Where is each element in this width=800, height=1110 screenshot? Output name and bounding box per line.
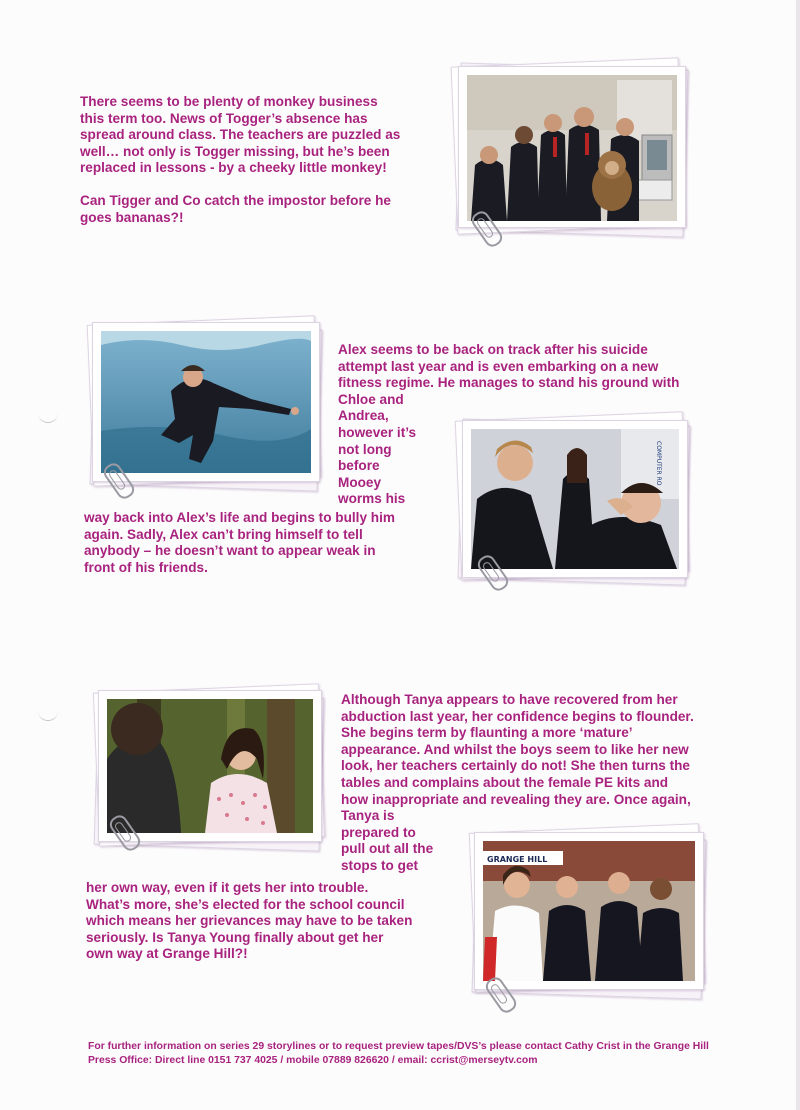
story-line: appearance. And whilst the boys seem to like her new bbox=[341, 741, 689, 757]
story-monkey-text bbox=[80, 94, 430, 226]
photo-stack-underwater bbox=[88, 316, 328, 496]
contact-footer bbox=[88, 1040, 748, 1068]
story-line: how inappropriate and revealing they are. Once again, bbox=[341, 791, 691, 807]
story-line: tables and complains about the female PE kits and bbox=[341, 774, 669, 790]
story-line: Andrea, bbox=[338, 408, 389, 424]
story-line: pull out all the bbox=[341, 841, 434, 857]
photo-stack-bully bbox=[456, 414, 696, 590]
story-line: spread around class. The teachers are puzzled as bbox=[80, 127, 401, 143]
story-line: own way at Grange Hill?! bbox=[86, 946, 248, 962]
footer-line: Press Office: Direct line 0151 737 4025 / mobile 07889 826620 / email: ccrist@merseytv.com bbox=[88, 1055, 538, 1066]
story-line: She begins term by flaunting a more ‘mature’ bbox=[341, 725, 633, 741]
story-line: her own way, even if it gets her into trouble. bbox=[86, 880, 369, 895]
story-line: way back into Alex’s life and begins to bully him bbox=[84, 510, 395, 525]
story-line: goes bananas?! bbox=[80, 209, 184, 225]
story-line: front of his friends. bbox=[84, 559, 208, 575]
story-line: stops to get bbox=[341, 857, 419, 873]
classroom-monkey-photo bbox=[467, 75, 677, 221]
story-line: Tanya is bbox=[341, 808, 395, 824]
story-line: anybody – he doesn’t want to appear weak in bbox=[84, 543, 376, 559]
punch-hole-mark bbox=[38, 410, 58, 423]
story-line: seriously. Is Tanya Young finally about get her bbox=[86, 929, 384, 945]
story-line: before bbox=[338, 458, 380, 474]
story-line: look, her teachers certainly do not! She then turns the bbox=[341, 758, 690, 774]
alex-bullied-photo bbox=[471, 429, 679, 569]
sign-text: COMPUTER RO bbox=[655, 441, 662, 486]
story-line: What’s more, she’s elected for the school council bbox=[86, 896, 405, 912]
story-line: worms his bbox=[338, 491, 406, 507]
school-group-photo bbox=[483, 841, 695, 981]
sign-text: GRANGE HILL bbox=[487, 855, 548, 864]
story-tanya-text-bottom bbox=[86, 880, 446, 963]
story-alex-text-bottom bbox=[84, 510, 444, 576]
story-line: well… not only is Togger missing, but he’s been bbox=[80, 143, 390, 159]
story-line: prepared to bbox=[341, 824, 416, 840]
punch-hole-mark bbox=[38, 708, 58, 721]
story-line: fitness regime. He manages to stand his ground with bbox=[338, 375, 680, 391]
scan-edge bbox=[796, 0, 800, 1110]
story-line: attempt last year and is even embarking on a new bbox=[338, 358, 659, 374]
footer-line: For further information on series 29 storylines or to request preview tapes/DVS’s please contact Cathy Crist in the Grange Hill bbox=[88, 1041, 709, 1052]
story-line: There seems to be plenty of monkey business bbox=[80, 94, 378, 109]
photo-stack-forest bbox=[94, 686, 334, 856]
story-line: Alex seems to be back on track after his suicide bbox=[338, 342, 648, 357]
photo-stack-school bbox=[470, 826, 710, 1004]
story-line: not long bbox=[338, 441, 392, 457]
story-line: Although Tanya appears to have recovered from her bbox=[341, 692, 678, 707]
story-line: replaced in lessons - by a cheeky little monkey! bbox=[80, 160, 387, 176]
story-line: again. Sadly, Alex can’t bring himself to tell bbox=[84, 526, 363, 542]
story-line: Chloe and bbox=[338, 391, 404, 407]
tanya-forest-photo bbox=[107, 699, 313, 833]
story-line: this term too. News of Togger’s absence has bbox=[80, 110, 368, 126]
story-line: Can Tigger and Co catch the impostor before he bbox=[80, 192, 391, 208]
story-line: abduction last year, her confidence begins to flounder. bbox=[341, 708, 694, 724]
story-line: Mooey bbox=[338, 474, 382, 490]
underwater-alex-photo bbox=[101, 331, 311, 473]
story-line: which means her grievances may have to be taken bbox=[86, 913, 413, 929]
story-line: however it’s bbox=[338, 424, 417, 440]
photo-stack-classroom bbox=[452, 60, 692, 240]
